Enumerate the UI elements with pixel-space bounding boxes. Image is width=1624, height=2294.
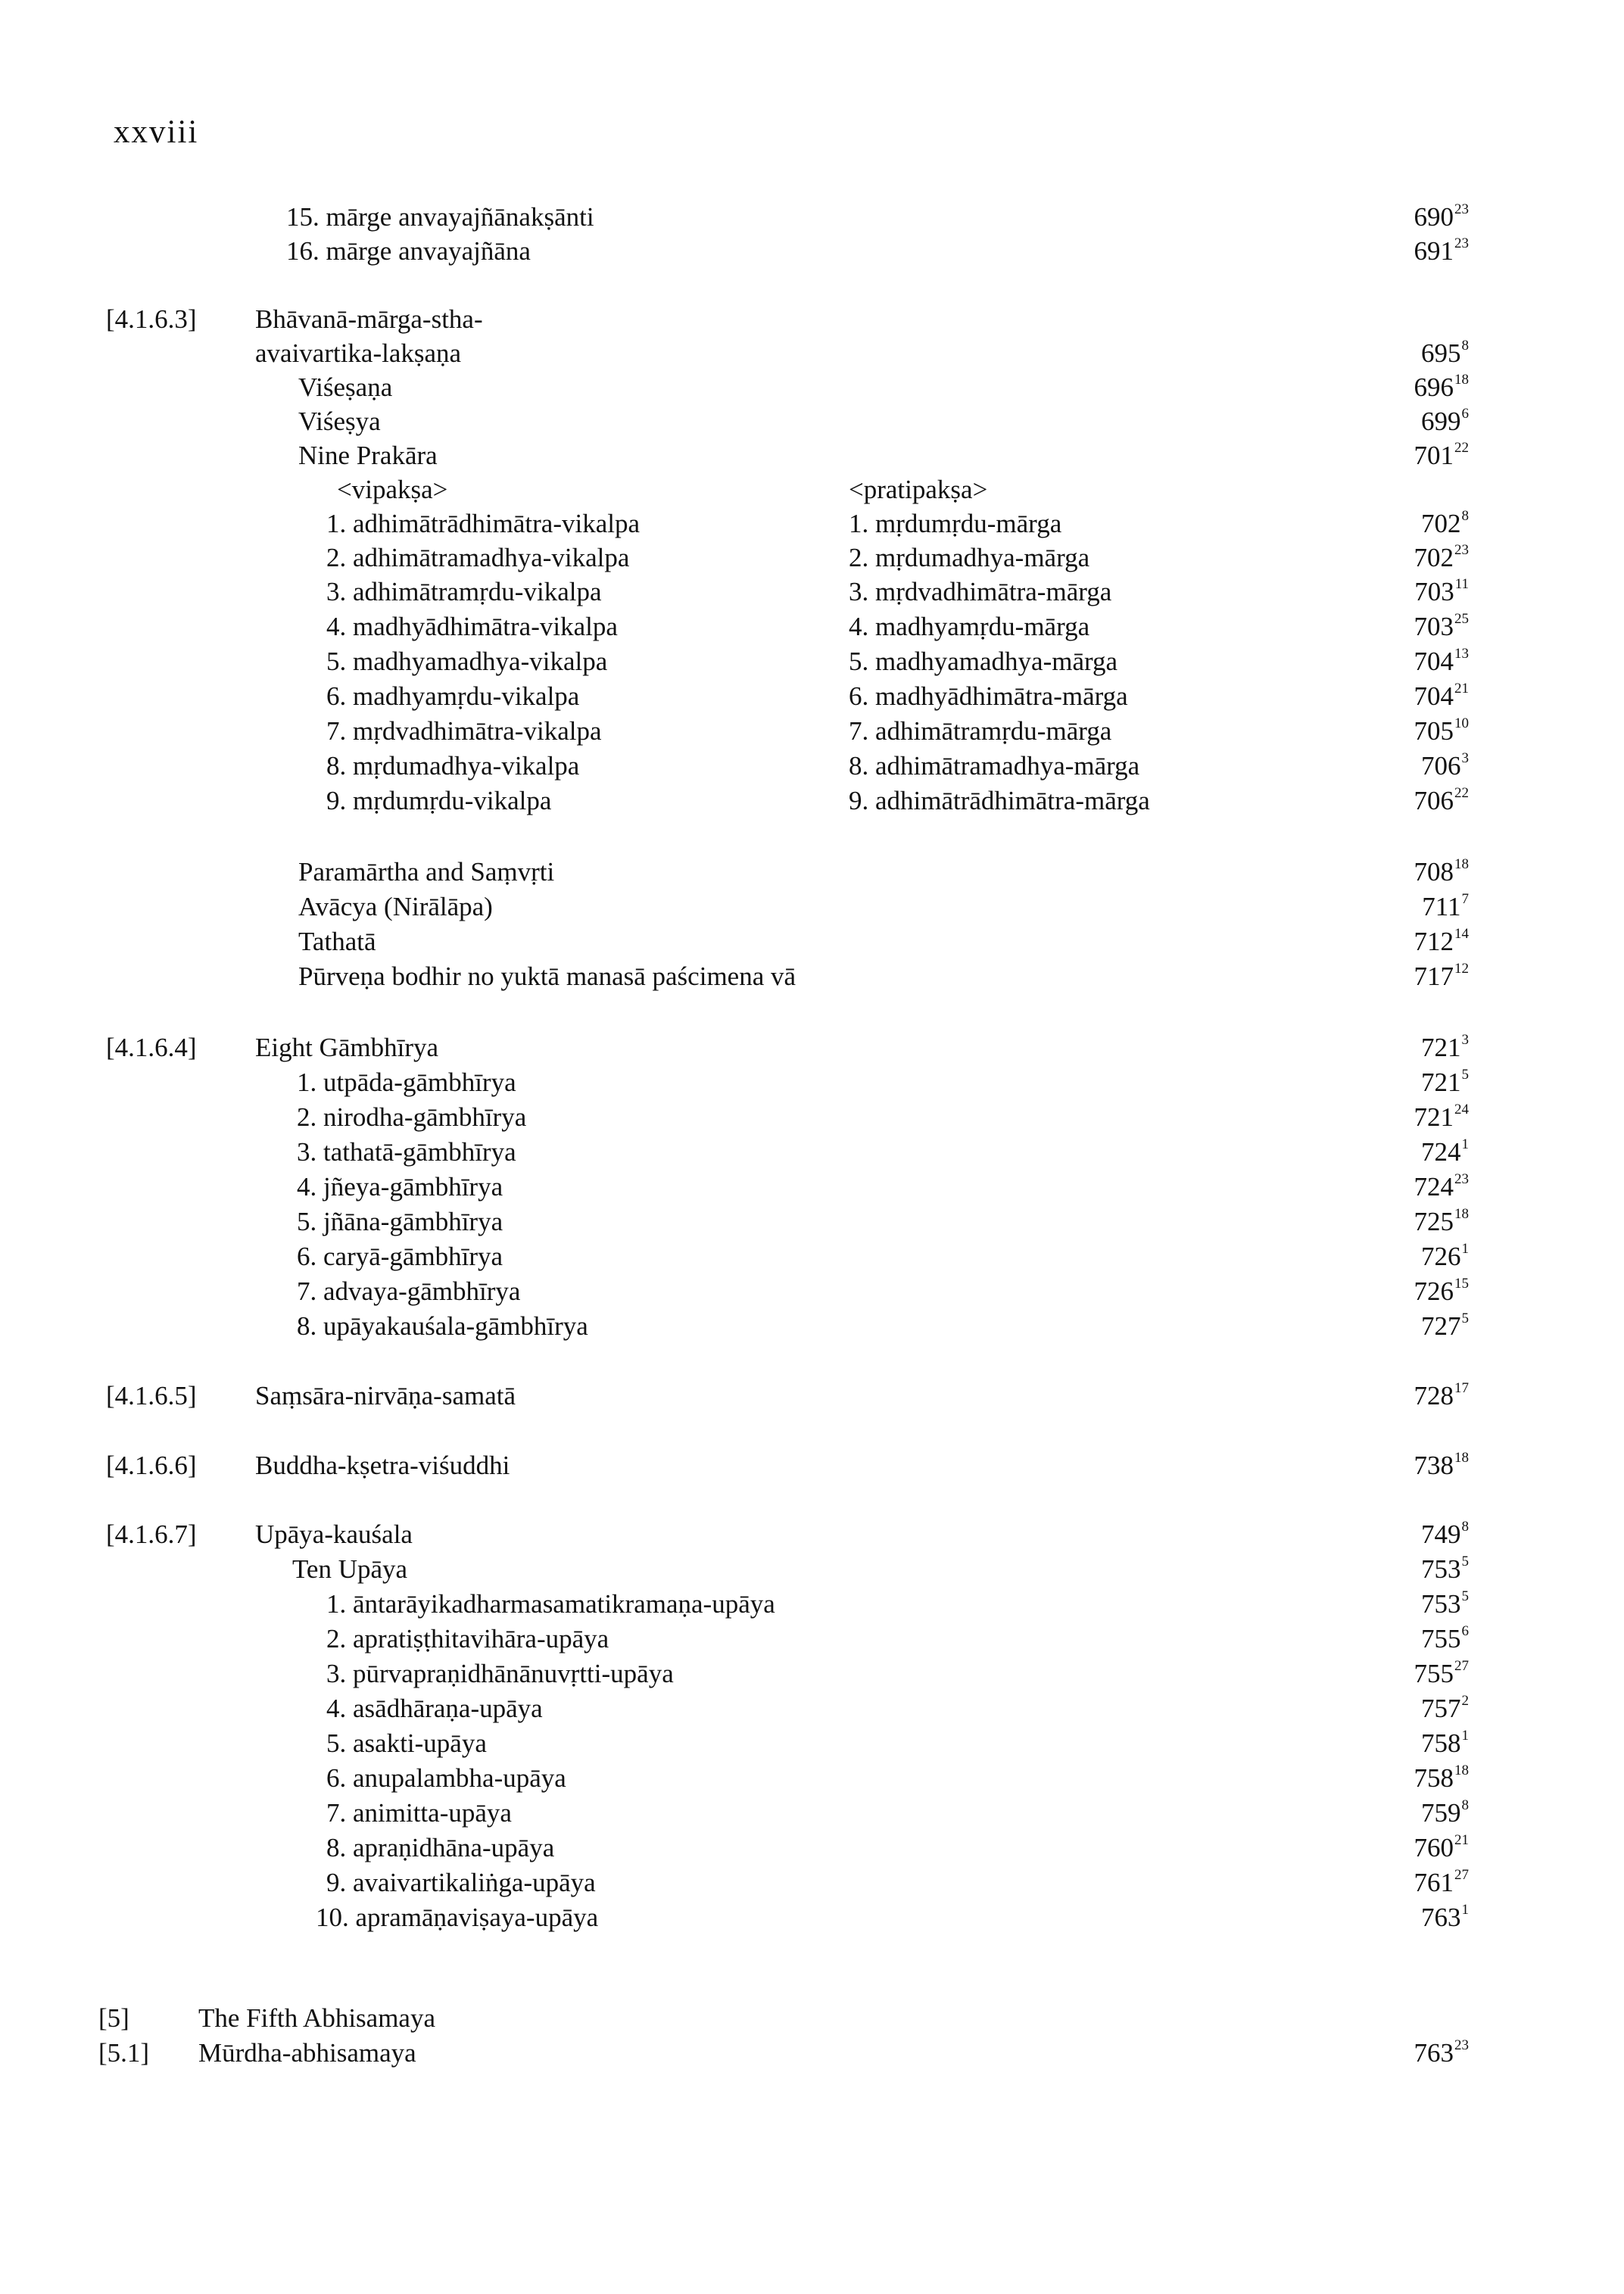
- toc-entry-2-aprati-hitavih-ra-up-ya: 2. apratiṣṭhitavihāra-upāya: [326, 1624, 609, 1653]
- page-reference: [1317, 201, 1469, 234]
- toc-entry-7-advaya-g-mbh-rya: 7. advaya-gāmbhīrya: [297, 1276, 521, 1306]
- toc-entry-vi-e-ya: Viśeṣya: [298, 407, 381, 436]
- page-reference: [1317, 1692, 1469, 1725]
- page-reference-number: 706: [1421, 751, 1461, 781]
- page-reference-number: 702: [1414, 543, 1454, 572]
- toc-entry-2-nirodha-g-mbh-rya: 2. nirodha-gāmbhīrya: [297, 1102, 527, 1132]
- toc-entry-counterpart: 2. mṛdumadhya-mārga: [849, 543, 1090, 572]
- line-number-superscript: 8: [1461, 1519, 1469, 1535]
- page-reference-number: 721: [1421, 1033, 1461, 1062]
- toc-entry-av-cya-nir-l-pa: Avācya (Nirālāpa): [298, 892, 493, 921]
- toc-entry-7-m-dvadhim-tra-vikalpa: 7. mṛdvadhimātra-vikalpa: [326, 716, 602, 746]
- line-number-superscript: 18: [1454, 1763, 1469, 1778]
- toc-entry-5-madhyamadhya-vikalpa: 5. madhyamadhya-vikalpa: [326, 647, 608, 676]
- page-reference-number: 721: [1414, 1102, 1454, 1132]
- line-number-superscript: 1: [1461, 1902, 1469, 1918]
- page-reference: [1317, 1449, 1469, 1482]
- page-reference-number: 763: [1414, 2038, 1454, 2068]
- page-reference: [1317, 750, 1469, 783]
- toc-entry-1-utp-da-g-mbh-rya: 1. utpāda-gāmbhīrya: [297, 1068, 516, 1097]
- page-reference: [1317, 1205, 1469, 1239]
- toc-entry-3-tathat-g-mbh-rya: 3. tathatā-gāmbhīrya: [297, 1137, 516, 1167]
- line-number-superscript: 5: [1461, 1067, 1469, 1083]
- page-reference: [1317, 1170, 1469, 1204]
- toc-entry-counterpart: <pratipakṣa>: [849, 475, 988, 504]
- line-number-superscript: 22: [1454, 440, 1469, 456]
- page-reference: [1317, 337, 1469, 370]
- line-number-superscript: 21: [1454, 681, 1469, 697]
- page-reference-number: 738: [1414, 1451, 1454, 1480]
- toc-entry-avaivartika-lak-a-a: avaivartika-lakṣaṇa: [255, 338, 462, 368]
- page-reference-number: 721: [1421, 1068, 1461, 1097]
- line-number-superscript: 14: [1454, 926, 1469, 942]
- page-reference: [1317, 1588, 1469, 1621]
- page-reference: [1317, 680, 1469, 713]
- toc-entry-1-ntar-yikadharmasamatikrama-a-up-ya: 1. āntarāyikadharmasamatikramaṇa-upāya: [326, 1589, 775, 1619]
- page-reference: [1317, 1275, 1469, 1308]
- line-number-superscript: 8: [1461, 1797, 1469, 1813]
- toc-entry-6-anupalambha-up-ya: 6. anupalambha-upāya: [326, 1763, 566, 1793]
- line-number-superscript: 7: [1461, 891, 1469, 907]
- toc-entry-6-cary-g-mbh-rya: 6. caryā-gāmbhīrya: [297, 1242, 503, 1271]
- page-reference: [1317, 1136, 1469, 1169]
- page-reference-number: 708: [1414, 857, 1454, 887]
- page-reference-number: 725: [1414, 1207, 1454, 1236]
- toc-entry-2-adhim-tramadhya-vikalpa: 2. adhimātramadhya-vikalpa: [326, 543, 630, 572]
- page-reference-number: 760: [1414, 1833, 1454, 1862]
- page-reference-number: 712: [1414, 927, 1454, 956]
- page-reference: [1317, 1622, 1469, 1656]
- line-number-superscript: 22: [1454, 785, 1469, 801]
- page-reference: [1317, 405, 1469, 438]
- line-number-superscript: 11: [1454, 576, 1469, 592]
- toc-entry-the-fifth-abhisamaya: The Fifth Abhisamaya: [198, 2003, 436, 2033]
- line-number-superscript: 18: [1454, 372, 1469, 388]
- toc-entry-8-m-dumadhya-vikalpa: 8. mṛdumadhya-vikalpa: [326, 751, 580, 781]
- page-reference-number: 758: [1414, 1763, 1454, 1793]
- page-reference: [1317, 1797, 1469, 1830]
- page-reference: [1317, 1866, 1469, 1900]
- toc-entry-counterpart: 7. adhimātramṛdu-mārga: [849, 716, 1112, 746]
- toc-entry-vipak-a: <vipakṣa>: [337, 475, 448, 504]
- page-reference: [1317, 1657, 1469, 1691]
- page-reference-number: 706: [1414, 786, 1454, 815]
- page-reference-number: 711: [1422, 892, 1461, 921]
- toc-entry-15-m-rge-anvayaj-nak-nti: 15. mārge anvayajñānakṣānti: [286, 202, 594, 232]
- page-reference: [1317, 645, 1469, 678]
- toc-entry-3-p-rvapra-idh-n-nuv-tti-up-ya: 3. pūrvapraṇidhānānuvṛtti-upāya: [326, 1659, 674, 1688]
- toc-entry-9-m-dum-du-vikalpa: 9. mṛdumṛdu-vikalpa: [326, 786, 552, 815]
- line-number-superscript: 18: [1454, 856, 1469, 872]
- toc-entry-counterpart: 3. mṛdvadhimātra-mārga: [849, 577, 1112, 606]
- line-number-superscript: 23: [1454, 201, 1469, 217]
- line-number-superscript: 8: [1461, 338, 1469, 354]
- page-reference: [1317, 960, 1469, 993]
- toc-entry-up-ya-kau-ala: Upāya-kauśala: [255, 1519, 413, 1549]
- line-number-superscript: 18: [1454, 1206, 1469, 1222]
- toc-entry-counterpart: 8. adhimātramadhya-mārga: [849, 751, 1140, 781]
- line-number-superscript: 23: [1454, 542, 1469, 558]
- toc-entry-p-rve-a-bodhir-no-yukt-manas-pa-cimena-v: Pūrveṇa bodhir no yuktā manasā paścimena vā: [298, 962, 796, 991]
- section-number: [5.1]: [98, 2038, 150, 2068]
- toc-entry-counterpart: 4. madhyamṛdu-mārga: [849, 612, 1090, 641]
- page-reference-number: 705: [1414, 716, 1454, 746]
- page-reference-number: 717: [1414, 962, 1454, 991]
- toc-entry-sa-s-ra-nirv-a-samat: Saṃsāra-nirvāṇa-samatā: [255, 1381, 516, 1410]
- toc-entry-m-rdha-abhisamaya: Mūrdha-abhisamaya: [198, 2038, 416, 2068]
- section-number: [5]: [98, 2003, 129, 2033]
- toc-entry-9-avaivartikali-ga-up-ya: 9. avaivartikaliṅga-upāya: [326, 1868, 596, 1897]
- page-reference: [1317, 1310, 1469, 1343]
- section-number: [4.1.6.5]: [106, 1381, 197, 1410]
- line-number-superscript: 15: [1454, 1276, 1469, 1292]
- page-reference-number: 702: [1421, 509, 1461, 538]
- page-reference: [1317, 925, 1469, 958]
- page-reference: [1317, 715, 1469, 748]
- page-reference: [1317, 1031, 1469, 1064]
- line-number-superscript: 1: [1461, 1136, 1469, 1152]
- line-number-superscript: 18: [1454, 1450, 1469, 1466]
- page-reference-number: 724: [1421, 1137, 1461, 1167]
- page-reference: [1317, 1101, 1469, 1134]
- section-number: [4.1.6.7]: [106, 1519, 197, 1549]
- page-reference: [1317, 235, 1469, 268]
- page-reference: [1317, 1240, 1469, 1273]
- toc-entry-10-apram-avi-aya-up-ya: 10. apramāṇaviṣaya-upāya: [316, 1903, 599, 1932]
- page-reference-number: 704: [1414, 647, 1454, 676]
- page-reference: [1317, 1762, 1469, 1795]
- section-number: [4.1.6.6]: [106, 1451, 197, 1480]
- page-number: xxviii: [114, 114, 199, 150]
- line-number-superscript: 5: [1461, 1588, 1469, 1604]
- toc-entry-3-adhim-tram-du-vikalpa: 3. adhimātramṛdu-vikalpa: [326, 577, 602, 606]
- page-reference: [1317, 1901, 1469, 1934]
- page-reference: [1317, 610, 1469, 644]
- page-reference: [1317, 1831, 1469, 1865]
- line-number-superscript: 25: [1454, 611, 1469, 627]
- page-reference-number: 763: [1421, 1903, 1461, 1932]
- toc-entry-bh-van-m-rga-stha: Bhāvanā-mārga-stha-: [255, 304, 483, 334]
- toc-entry-tathat: Tathatā: [298, 927, 376, 956]
- line-number-superscript: 17: [1454, 1380, 1469, 1396]
- page-reference-number: 759: [1421, 1798, 1461, 1828]
- line-number-superscript: 6: [1461, 406, 1469, 422]
- section-number: [4.1.6.4]: [106, 1033, 197, 1062]
- toc-entry-16-m-rge-anvayaj-na: 16. mārge anvayajñāna: [286, 236, 531, 266]
- page-reference: [1317, 1379, 1469, 1413]
- line-number-superscript: 1: [1461, 1728, 1469, 1744]
- page-reference-number: 757: [1421, 1694, 1461, 1723]
- line-number-superscript: 2: [1461, 1693, 1469, 1709]
- page-reference-number: 704: [1414, 681, 1454, 711]
- page-reference: [1317, 507, 1469, 541]
- toc-entry-counterpart: 9. adhimātrādhimātra-mārga: [849, 786, 1150, 815]
- page-reference: [1317, 784, 1469, 818]
- line-number-superscript: 10: [1454, 715, 1469, 731]
- line-number-superscript: 3: [1461, 750, 1469, 766]
- page-reference-number: 724: [1414, 1172, 1454, 1202]
- page-reference-number: 699: [1421, 407, 1461, 436]
- page-reference: [1317, 890, 1469, 924]
- line-number-superscript: 23: [1454, 1171, 1469, 1187]
- toc-entry-7-animitta-up-ya: 7. animitta-upāya: [326, 1798, 512, 1828]
- toc-entry-counterpart: 5. madhyamadhya-mārga: [849, 647, 1118, 676]
- line-number-superscript: 23: [1454, 2037, 1469, 2053]
- page-reference: [1317, 856, 1469, 889]
- toc-entry-4-madhy-dhim-tra-vikalpa: 4. madhyādhimātra-vikalpa: [326, 612, 618, 641]
- toc-entry-1-adhim-tr-dhim-tra-vikalpa: 1. adhimātrādhimātra-vikalpa: [326, 509, 641, 538]
- page-reference-number: 726: [1414, 1276, 1454, 1306]
- page-reference-number: 690: [1414, 202, 1454, 232]
- toc-entry-8-up-yakau-ala-g-mbh-rya: 8. upāyakauśala-gāmbhīrya: [297, 1311, 588, 1341]
- toc-entry-nine-prak-ra: Nine Prakāra: [298, 441, 438, 470]
- page-reference-number: 703: [1414, 612, 1454, 641]
- line-number-superscript: 27: [1454, 1658, 1469, 1674]
- toc-entry-vi-e-a-a: Viśeṣaṇa: [298, 372, 393, 402]
- line-number-superscript: 6: [1461, 1623, 1469, 1639]
- toc-entry-4-j-eya-g-mbh-rya: 4. jñeya-gāmbhīrya: [297, 1172, 503, 1202]
- page-reference-number: 755: [1414, 1659, 1454, 1688]
- toc-entry-ten-up-ya: Ten Upāya: [292, 1554, 408, 1584]
- toc-entry-8-apra-idh-na-up-ya: 8. apraṇidhāna-upāya: [326, 1833, 555, 1862]
- section-number: [4.1.6.3]: [106, 304, 197, 334]
- toc-entry-4-as-dh-ra-a-up-ya: 4. asādhāraṇa-upāya: [326, 1694, 543, 1723]
- page-reference: [1317, 575, 1469, 609]
- page-reference: [1317, 2037, 1469, 2070]
- page-reference: [1317, 1066, 1469, 1099]
- page-reference-number: 761: [1414, 1868, 1454, 1897]
- line-number-superscript: 24: [1454, 1102, 1469, 1117]
- page-reference: [1317, 371, 1469, 404]
- page-reference-number: 749: [1421, 1519, 1461, 1549]
- line-number-superscript: 3: [1461, 1032, 1469, 1048]
- page-reference: [1317, 1553, 1469, 1586]
- page-reference-number: 691: [1414, 236, 1454, 266]
- page-reference: [1317, 1727, 1469, 1760]
- toc-entry-6-madhyam-du-vikalpa: 6. madhyamṛdu-vikalpa: [326, 681, 580, 711]
- page-reference-number: 727: [1421, 1311, 1461, 1341]
- line-number-superscript: 27: [1454, 1867, 1469, 1883]
- line-number-superscript: 5: [1461, 1554, 1469, 1569]
- line-number-superscript: 21: [1454, 1832, 1469, 1848]
- toc-entry-counterpart: 6. madhyādhimātra-mārga: [849, 681, 1128, 711]
- page-reference-number: 728: [1414, 1381, 1454, 1410]
- page-reference: [1317, 1518, 1469, 1551]
- line-number-superscript: 1: [1461, 1241, 1469, 1257]
- toc-entry-5-j-na-g-mbh-rya: 5. jñāna-gāmbhīrya: [297, 1207, 503, 1236]
- line-number-superscript: 23: [1454, 235, 1469, 251]
- line-number-superscript: 5: [1461, 1311, 1469, 1326]
- page-reference-number: 701: [1414, 441, 1454, 470]
- page-reference: [1317, 541, 1469, 575]
- page-reference-number: 758: [1421, 1728, 1461, 1758]
- toc-entry-5-asakti-up-ya: 5. asakti-upāya: [326, 1728, 487, 1758]
- line-number-superscript: 13: [1454, 646, 1469, 662]
- toc-entry-buddha-k-etra-vi-uddhi: Buddha-kṣetra-viśuddhi: [255, 1451, 510, 1480]
- page-reference-number: 753: [1421, 1554, 1461, 1584]
- page-reference-number: 696: [1414, 372, 1454, 402]
- toc-entry-param-rtha-and-sa-v-ti: Paramārtha and Saṃvṛti: [298, 857, 555, 887]
- page-reference: [1317, 439, 1469, 472]
- toc-entry-eight-g-mbh-rya: Eight Gāmbhīrya: [255, 1033, 439, 1062]
- page-reference-number: 755: [1421, 1624, 1461, 1653]
- page-reference-number: 703: [1414, 577, 1454, 606]
- line-number-superscript: 8: [1461, 508, 1469, 524]
- page-reference-number: 726: [1421, 1242, 1461, 1271]
- page-reference-number: 753: [1421, 1589, 1461, 1619]
- line-number-superscript: 12: [1454, 961, 1469, 977]
- page-reference-number: 695: [1421, 338, 1461, 368]
- toc-entry-counterpart: 1. mṛdumṛdu-mārga: [849, 509, 1062, 538]
